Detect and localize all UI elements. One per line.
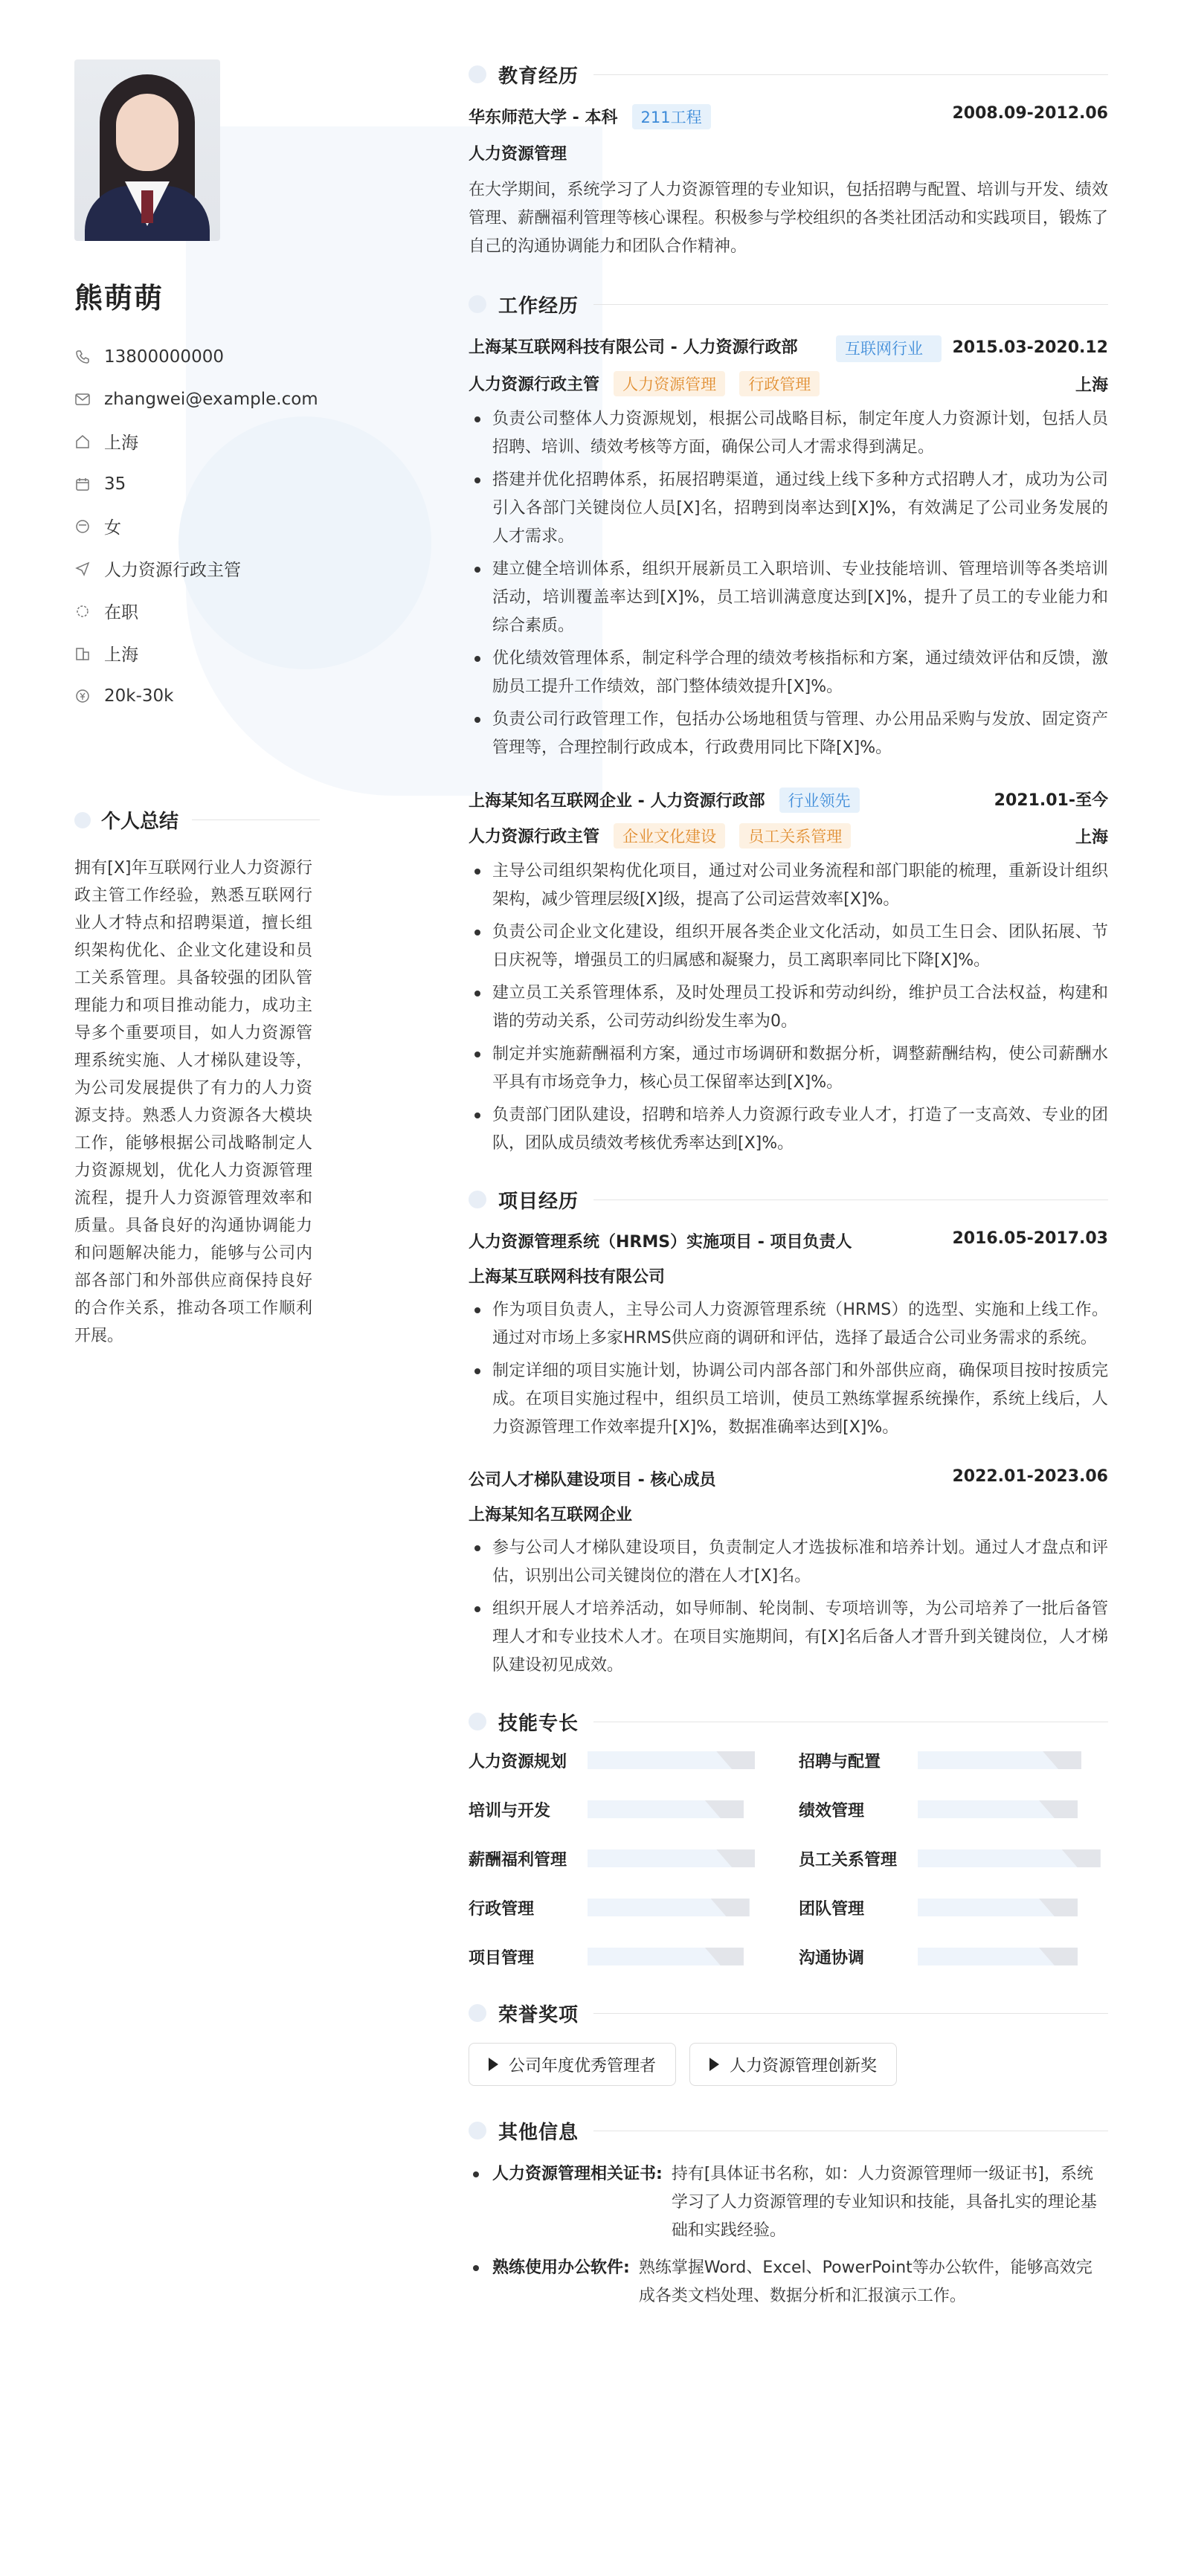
gender-icon [74,518,91,535]
mail-icon [74,391,91,408]
location-row [74,420,320,463]
skill-bar [918,1948,1108,1965]
work-bullets [469,405,1108,762]
other-list [469,2160,1108,2311]
age-row [74,463,320,505]
skill-bar [918,1849,1108,1867]
summary-header [74,806,320,834]
list-item: 搭建并优化招聘体系，拓展招聘渠道，通过线上线下多种方式招聘人才，成功为公司引入各部门关键岗位人员[X]名，招聘到岗率达到[X]%，有效满足了公司业务发展的人才需求。 [469,466,1108,551]
skill-bar-fill [588,1849,755,1867]
skill-item [469,1751,778,1769]
honors-section [469,1997,1108,2086]
phone-text: 13800000000 [104,347,224,367]
gender-row [74,505,320,547]
other-title: 其他信息 [498,2121,579,2144]
company-tag: 行业领先 [779,788,860,813]
skill-bar-fill [918,1800,1078,1818]
skill-bar-fill [918,1849,1101,1867]
skills-grid [469,1751,1108,1968]
work-role-row [469,823,1108,849]
project-head [469,1467,1108,1490]
skill-label: 薪酬福利管理 [469,1850,567,1870]
list-item: 参与公司人才梯队建设项目，负责制定人才选拔标准和培养计划。通过人才盘点和评估，识别出公司关键岗位的潜在人才[X]名。 [469,1534,1108,1591]
other-item [469,2254,1108,2311]
education-header [469,58,1108,91]
gender-text: 女 [104,518,121,538]
play-icon [489,2058,498,2071]
section-dot-icon [469,65,486,83]
location-text: 上海 [104,434,138,453]
company-name: 上海某互联网科技有限公司 - 人力资源行政部 [469,338,798,357]
work-city: 上海 [1075,828,1108,847]
skill-bar-fill [918,1751,1081,1769]
age-text: 35 [104,474,126,494]
email-text: zhangwei@example.com [104,389,318,409]
skill-label: 人力资源规划 [469,1752,567,1771]
other-value: 熟练掌握Word、Excel、PowerPoint等办公软件，能够高效完成各类文档处理、数据分析和汇报演示工作。 [638,2258,1092,2305]
summary-title: 个人总结 [101,811,179,833]
work-date: 2021.01-至今 [994,791,1108,810]
position-row [74,547,320,590]
project-org: 上海某互联网科技有限公司 [469,1268,666,1287]
skill-item [469,1899,778,1919]
award-badge [689,2043,897,2086]
education-title: 教育经历 [498,65,579,88]
list-item: 负责公司行政管理工作，包括办公场地租赁与管理、办公用品采购与发放、固定资产管理等，合理控制行政成本，行政费用同比下降[X]%。 [469,706,1108,762]
award-label: 人力资源管理创新奖 [730,2056,878,2076]
profile-info [74,335,320,717]
project-date: 2016.05-2017.03 [952,1229,1108,1248]
work-date: 2015.03-2020.12 [952,338,1108,357]
play-icon [709,2058,719,2071]
project-section [469,1183,1108,1680]
list-item: 组织开展人才培养活动，如导师制、轮岗制、专项培训等，为公司培养了一批后备管理人才和专业技术人才。在项目实施期间，有[X]名后备人才晋升到关键岗位，人才梯队建设初见成效。 [469,1595,1108,1680]
project-name: 人力资源管理系统（HRMS）实施项目 - 项目负责人 [469,1233,852,1252]
skill-bar [918,1751,1108,1769]
skills-title: 技能专长 [498,1712,579,1735]
award-label: 公司年度优秀管理者 [509,2056,657,2076]
section-dot-icon [469,2004,486,2022]
skill-bar [588,1751,778,1769]
skill-label: 行政管理 [469,1899,535,1919]
other-header [469,2114,1108,2147]
skill-bar [588,1849,778,1867]
salary-row [74,674,320,717]
other-section [469,2114,1108,2311]
role-tag: 行政管理 [739,371,820,396]
summary-section [74,806,320,1350]
education-date: 2008.09-2012.06 [952,104,1108,123]
city-text: 上海 [104,645,138,665]
skill-label: 项目管理 [469,1948,535,1968]
skill-bar [588,1800,778,1818]
skill-item [799,1849,1108,1870]
status-icon [74,603,91,619]
skill-label: 招聘与配置 [799,1752,881,1771]
list-item: 建立员工关系管理体系，及时处理员工投诉和劳动纠纷，维护员工合法权益，构建和谐的劳动关系，公司劳动纠纷发生率为0。 [469,979,1108,1036]
education-major: 人力资源管理 [469,145,567,164]
list-item: 建立健全培训体系，组织开展新员工入职培训、专业技能培训、管理培训等各类培训活动，培训覆盖率达到[X]%，员工培训满意度达到[X]%，提升了员工的专业能力和综合素质。 [469,556,1108,640]
list-item: 负责公司企业文化建设，组织开展各类企业文化活动，如员工生日会、团队拓展、节日庆祝等，增强员工的归属感和凝聚力，员工离职率同比下降[X]%。 [469,918,1108,975]
skill-bar [588,1948,778,1965]
divider [593,304,1108,305]
skill-item [799,1899,1108,1919]
other-value: 持有[具体证书名称，如：人力资源管理师一级证书]，系统学习了人力资源管理的专业知识和技能，具备扎实的理论基础和实践经验。 [671,2165,1097,2240]
skill-bar-fill [588,1948,744,1965]
skill-bar-fill [918,1948,1078,1965]
list-item: 作为项目负责人，主导公司人力资源管理系统（HRMS）的选型、实施和上线工作。通过对市场上多家HRMS供应商的调研和评估，选择了最适合公司业务需求的系统。 [469,1296,1108,1353]
skill-bar-fill [918,1899,1078,1916]
skill-item [799,1948,1108,1968]
other-key: 熟练使用办公软件: [492,2258,630,2277]
education-row [469,104,1108,129]
section-dot-icon [469,1713,486,1730]
awards-list [469,2043,1108,2086]
role-tag: 人力资源管理 [614,371,725,396]
calendar-icon [74,476,91,492]
skills-section [469,1705,1108,1968]
section-dot-icon [469,2122,486,2139]
work-role: 人力资源行政主管 [469,376,600,394]
status-text: 在职 [104,603,138,622]
status-row [74,590,320,632]
work-header [469,288,1108,321]
company-tag: 互联网行业 [836,335,942,362]
skill-item [469,1849,778,1870]
work-item-head [469,334,1108,362]
project-bullets [469,1534,1108,1680]
honors-header [469,1997,1108,2029]
skill-bar-fill [588,1800,744,1818]
avatar-photo [74,59,220,241]
other-item [469,2160,1108,2245]
skill-bar [588,1899,778,1916]
work-role: 人力资源行政主管 [469,828,600,846]
money-icon [74,688,91,704]
honors-title: 荣誉奖项 [498,2003,579,2026]
home-icon [74,434,91,450]
project-item [469,1467,1108,1680]
education-section [469,58,1108,261]
email-row [74,378,320,420]
project-item [469,1229,1108,1442]
work-role-row [469,371,1108,396]
section-dot-icon [469,1191,486,1208]
skill-label: 绩效管理 [799,1801,865,1820]
project-header [469,1183,1108,1216]
school-name: 华东师范大学 - 本科 [469,109,618,127]
profile-name: 熊萌萌 [74,282,164,315]
salary-text: 20k-30k [104,686,174,706]
work-item [469,334,1108,762]
section-dot-icon [74,812,91,828]
skill-label: 培训与开发 [469,1801,551,1820]
skill-label: 沟通协调 [799,1948,865,1968]
list-item: 主导公司组织架构优化项目，通过对公司业务流程和部门职能的梳理，重新设计组织架构，减少管理层级[X]级，提高了公司运营效率[X]%。 [469,857,1108,914]
other-key: 人力资源管理相关证书: [492,2165,663,2183]
education-desc: 在大学期间，系统学习了人力资源管理的专业知识，包括招聘与配置、培训与开发、绩效管理、薪酬福利管理等核心课程。积极参与学校组织的各类社团活动和实践项目，锻炼了自己的沟通协调能力和团队合作精神。 [469,181,1108,256]
main-content [469,58,1108,2325]
list-item: 负责部门团队建设，招聘和培养人力资源行政专业人才，打造了一支高效、专业的团队，团队成员绩效考核优秀率达到[X]%。 [469,1101,1108,1158]
role-tag: 员工关系管理 [739,823,851,849]
list-item: 优化绩效管理体系，制定科学合理的绩效考核指标和方案，通过绩效评估和反馈，激励员工提升工作绩效，部门整体绩效提升[X]%。 [469,645,1108,701]
list-item: 制定并实施薪酬福利方案，通过市场调研和数据分析，调整薪酬结构，使公司薪酬水平具有市场竞争力，核心员工保留率达到[X]%。 [469,1040,1108,1097]
school-tag: 211工程 [632,104,711,129]
role-tag: 企业文化建设 [614,823,725,849]
skill-item [799,1800,1108,1818]
skill-item [469,1948,778,1968]
project-name: 公司人才梯队建设项目 - 核心成员 [469,1471,716,1490]
phone-icon [74,349,91,365]
work-city: 上海 [1075,376,1108,395]
project-title: 项目经历 [498,1190,579,1213]
list-item: 负责公司整体人力资源规划，根据公司战略目标，制定年度人力资源计划，包括人员招聘、培训、绩效考核等方面，确保公司人才需求得到满足。 [469,405,1108,462]
summary-text: 拥有[X]年互联网行业人力资源行政主管工作经验，熟悉互联网行业人才特点和招聘渠道，擅长组织架构优化、企业文化建设和员工关系管理。具备较强的团队管理能力和项目推动能力，成功主导多个重要项目，如人力资源管理系统实施、人才梯队建设等，为公司发展提供了有力的人力资源支持。熟悉人力资源各大模块工作，能够根据公司战略制定人力资源规划，优化人力资源管理流程，提升人力资源管理效率和质量。具备良好的沟通协调能力和问题解决能力，能够与公司内部各部门和外部供应商保持良好的合作关系，推动各项工作顺利开展。 [74,859,312,1345]
work-section [469,288,1108,1158]
send-icon [74,561,91,577]
building-icon [74,645,91,662]
work-bullets [469,857,1108,1158]
section-dot-icon [469,295,486,313]
skill-bar-fill [588,1899,750,1916]
work-item-head [469,788,1108,813]
project-head [469,1229,1108,1252]
work-title: 工作经历 [498,294,579,318]
skill-label: 团队管理 [799,1899,865,1919]
company-name: 上海某知名互联网企业 - 人力资源行政部 [469,792,765,811]
divider [593,2013,1108,2014]
city-row [74,632,320,674]
sidebar [74,59,320,1350]
skills-header [469,1705,1108,1738]
phone-row [74,335,320,378]
skill-bar [918,1899,1108,1916]
position-text: 人力资源行政主管 [104,561,241,580]
list-item: 制定详细的项目实施计划，协调公司内部各部门和外部供应商，确保项目按时按质完成。在项目实施过程中，组织员工培训，使员工熟练掌握系统操作，系统上线后，人力资源管理工作效率提升[X]%，数据准确率达到[X]%。 [469,1357,1108,1442]
project-org: 上海某知名互联网企业 [469,1506,633,1524]
skill-bar-fill [588,1751,755,1769]
project-date: 2022.01-2023.06 [952,1467,1108,1486]
skill-label: 员工关系管理 [799,1850,898,1870]
project-bullets [469,1296,1108,1442]
award-badge [469,2043,676,2086]
skill-bar [918,1800,1108,1818]
divider [593,74,1108,75]
skill-item [799,1751,1108,1769]
work-item [469,788,1108,1158]
skill-item [469,1800,778,1818]
